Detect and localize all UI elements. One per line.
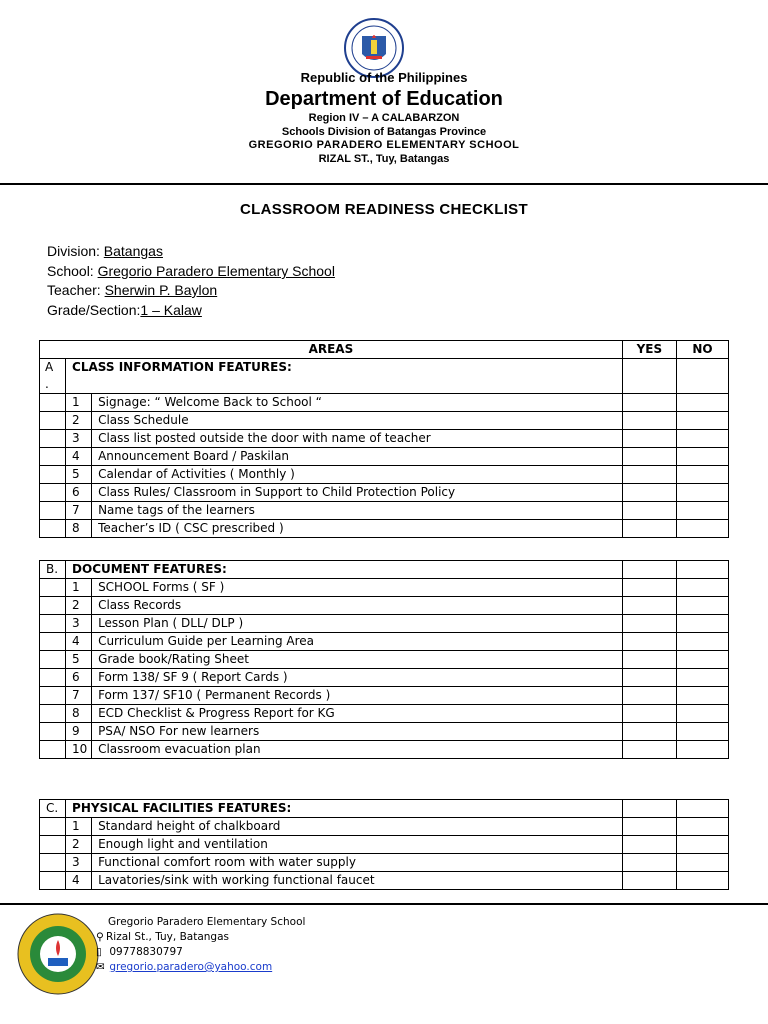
yes-cell[interactable] [622, 872, 676, 890]
item-number: 4 [66, 872, 92, 890]
checklist-row [40, 579, 729, 597]
item-number: 1 [66, 579, 92, 597]
no-cell[interactable] [676, 412, 728, 430]
item-text: Grade book/Rating Sheet [92, 651, 623, 669]
yes-cell[interactable] [622, 723, 676, 741]
item-number: 5 [66, 651, 92, 669]
blank-cell [40, 615, 66, 633]
item-text: Teacher’s ID ( CSC prescribed ) [92, 520, 623, 538]
checklist-row [40, 484, 729, 502]
item-number: 5 [66, 466, 92, 484]
footer-divider [0, 903, 768, 905]
section-letter: A . [40, 359, 66, 394]
checklist-row [40, 741, 729, 759]
item-number: 10 [66, 741, 92, 759]
no-cell[interactable] [676, 872, 728, 890]
item-text: Class Rules/ Classroom in Support to Child Protection Policy [92, 484, 623, 502]
header-divider [0, 183, 768, 185]
footer-school: Gregorio Paradero Elementary School [108, 916, 306, 928]
footer-email-link[interactable]: gregorio.paradero@yahoo.com [109, 961, 273, 973]
address-heading: RIZAL ST., Tuy, Batangas [318, 153, 450, 165]
blank-cell [40, 394, 66, 412]
footer-address-line [96, 931, 229, 943]
checklist-table-a [39, 340, 729, 538]
item-number: 7 [66, 687, 92, 705]
region-heading: Region IV – A CALABARZON [308, 112, 460, 124]
footer-address: Rizal St., Tuy, Batangas [106, 931, 229, 943]
item-number: 6 [66, 669, 92, 687]
blank-cell [40, 741, 66, 759]
item-text: Functional comfort room with water supply [92, 854, 623, 872]
footer-phone: 09778830797 [109, 946, 183, 958]
no-cell[interactable] [676, 502, 728, 520]
no-cell[interactable] [676, 723, 728, 741]
blank-cell [40, 669, 66, 687]
item-number: 2 [66, 597, 92, 615]
school-heading: GREGORIO PARADERO ELEMENTARY SCHOOL [248, 139, 520, 151]
checklist-row [40, 430, 729, 448]
checklist-row [40, 615, 729, 633]
blank-cell [40, 448, 66, 466]
item-text: Form 137/ SF10 ( Permanent Records ) [92, 687, 623, 705]
info-label: Division: [47, 243, 100, 259]
info-label: Grade/Section: [47, 302, 141, 318]
checklist-row [40, 836, 729, 854]
yes-cell[interactable] [622, 651, 676, 669]
checklist-row [40, 818, 729, 836]
no-cell[interactable] [676, 633, 728, 651]
info-label: School: [47, 263, 94, 279]
section-letter: B. [40, 561, 66, 579]
yes-cell[interactable] [622, 836, 676, 854]
no-cell[interactable] [676, 854, 728, 872]
section-title: PHYSICAL FACILITIES FEATURES: [66, 800, 623, 818]
yes-cell[interactable] [622, 633, 676, 651]
section-letter: C. [40, 800, 66, 818]
no-header: NO [676, 341, 728, 359]
checklist-row [40, 651, 729, 669]
blank-cell [40, 818, 66, 836]
yes-cell[interactable] [622, 854, 676, 872]
yes-cell[interactable] [622, 520, 676, 538]
item-text: Enough light and ventilation [92, 836, 623, 854]
no-cell[interactable] [676, 448, 728, 466]
no-cell[interactable] [676, 579, 728, 597]
blank-cell [40, 520, 66, 538]
blank-cell [40, 723, 66, 741]
section-b-title-row [40, 561, 729, 579]
item-text: Lesson Plan ( DLL/ DLP ) [92, 615, 623, 633]
blank-cell [40, 502, 66, 520]
item-text: Name tags of the learners [92, 502, 623, 520]
no-cell[interactable] [676, 430, 728, 448]
info-grade-section [47, 302, 202, 318]
yes-header: YES [622, 341, 676, 359]
item-number: 3 [66, 854, 92, 872]
deped-seal-icon [338, 18, 410, 78]
item-text: Form 138/ SF 9 ( Report Cards ) [92, 669, 623, 687]
blank-cell [40, 430, 66, 448]
item-number: 4 [66, 633, 92, 651]
item-text: Class Schedule [92, 412, 623, 430]
no-cell[interactable] [676, 615, 728, 633]
section-title: DOCUMENT FEATURES: [66, 561, 623, 579]
no-cell[interactable] [676, 705, 728, 723]
checklist-row [40, 633, 729, 651]
checklist-row [40, 854, 729, 872]
school-logo-icon [16, 912, 100, 996]
no-cell[interactable] [676, 800, 728, 818]
no-cell[interactable] [676, 394, 728, 412]
no-cell[interactable] [676, 520, 728, 538]
no-cell[interactable] [676, 818, 728, 836]
item-number: 8 [66, 520, 92, 538]
yes-cell[interactable] [622, 484, 676, 502]
info-division [47, 243, 163, 259]
info-value: 1 – Kalaw [140, 302, 202, 318]
blank-cell [40, 687, 66, 705]
yes-cell[interactable] [622, 502, 676, 520]
blank-cell [40, 705, 66, 723]
item-text: Standard height of chalkboard [92, 818, 623, 836]
blank-cell [40, 484, 66, 502]
checklist-row [40, 448, 729, 466]
yes-cell[interactable] [622, 394, 676, 412]
no-cell[interactable] [676, 651, 728, 669]
no-cell[interactable] [676, 561, 728, 579]
yes-cell[interactable] [622, 705, 676, 723]
item-number: 7 [66, 502, 92, 520]
table-header-row [40, 341, 729, 359]
item-number: 3 [66, 615, 92, 633]
division-heading: Schools Division of Batangas Province [281, 126, 487, 138]
checklist-row [40, 723, 729, 741]
item-number: 1 [66, 394, 92, 412]
item-text: Announcement Board / Paskilan [92, 448, 623, 466]
info-value: Batangas [103, 243, 163, 259]
checklist-row [40, 597, 729, 615]
checklist-row [40, 687, 729, 705]
republic-heading: Republic of the Philippines [300, 70, 468, 85]
no-cell[interactable] [676, 687, 728, 705]
info-teacher [47, 282, 217, 298]
checklist-table-b [39, 560, 729, 759]
yes-cell[interactable] [622, 466, 676, 484]
item-text: Calendar of Activities ( Monthly ) [92, 466, 623, 484]
no-cell[interactable] [676, 669, 728, 687]
no-cell[interactable] [676, 741, 728, 759]
checklist-row [40, 520, 729, 538]
item-text: Class list posted outside the door with name of teacher [92, 430, 623, 448]
no-cell[interactable] [676, 484, 728, 502]
item-text: ECD Checklist & Progress Report for KG [92, 705, 623, 723]
item-text: Classroom evacuation plan [92, 741, 623, 759]
checklist-row [40, 412, 729, 430]
item-text: SCHOOL Forms ( SF ) [92, 579, 623, 597]
yes-cell[interactable] [622, 800, 676, 818]
blank-cell [40, 466, 66, 484]
item-text: Lavatories/sink with working functional faucet [92, 872, 623, 890]
no-cell[interactable] [676, 466, 728, 484]
info-value: Gregorio Paradero Elementary School [97, 263, 335, 279]
section-title: CLASS INFORMATION FEATURES: [66, 359, 623, 394]
checklist-row [40, 872, 729, 890]
item-number: 4 [66, 448, 92, 466]
areas-header: AREAS [40, 341, 623, 359]
yes-cell[interactable] [622, 359, 676, 394]
yes-cell[interactable] [622, 561, 676, 579]
checklist-table-c [39, 799, 729, 890]
footer-email-line [96, 961, 272, 973]
info-label: Teacher: [47, 282, 101, 298]
item-number: 3 [66, 430, 92, 448]
item-number: 2 [66, 412, 92, 430]
email-icon: ✉ [96, 961, 105, 973]
section-a-title-row [40, 359, 729, 394]
checklist-row [40, 669, 729, 687]
checklist-row [40, 394, 729, 412]
no-cell[interactable] [676, 359, 728, 394]
item-text: Curriculum Guide per Learning Area [92, 633, 623, 651]
blank-cell [40, 412, 66, 430]
yes-cell[interactable] [622, 448, 676, 466]
info-school [47, 263, 335, 279]
blank-cell [40, 651, 66, 669]
phone-icon: ▯ [96, 946, 102, 958]
yes-cell[interactable] [622, 597, 676, 615]
blank-cell [40, 872, 66, 890]
info-value: Sherwin P. Baylon [104, 282, 218, 298]
item-number: 1 [66, 818, 92, 836]
blank-cell [40, 579, 66, 597]
item-number: 9 [66, 723, 92, 741]
yes-cell[interactable] [622, 818, 676, 836]
checklist-row [40, 502, 729, 520]
yes-cell[interactable] [622, 579, 676, 597]
department-heading: Department of Education [265, 88, 503, 110]
item-number: 2 [66, 836, 92, 854]
checklist-row [40, 466, 729, 484]
yes-cell[interactable] [622, 430, 676, 448]
section-c-title-row [40, 800, 729, 818]
yes-cell[interactable] [622, 687, 676, 705]
yes-cell[interactable] [622, 669, 676, 687]
yes-cell[interactable] [622, 741, 676, 759]
item-text: Signage: “ Welcome Back to School “ [92, 394, 623, 412]
footer-phone-line [96, 946, 183, 958]
no-cell[interactable] [676, 836, 728, 854]
item-number: 8 [66, 705, 92, 723]
no-cell[interactable] [676, 597, 728, 615]
blank-cell [40, 633, 66, 651]
blank-cell [40, 836, 66, 854]
blank-cell [40, 854, 66, 872]
item-text: Class Records [92, 597, 623, 615]
blank-cell [40, 597, 66, 615]
yes-cell[interactable] [622, 412, 676, 430]
item-text: PSA/ NSO For new learners [92, 723, 623, 741]
page-title: CLASSROOM READINESS CHECKLIST [240, 201, 528, 218]
yes-cell[interactable] [622, 615, 676, 633]
location-pin-icon: ⚲ [96, 931, 104, 943]
item-number: 6 [66, 484, 92, 502]
checklist-row [40, 705, 729, 723]
